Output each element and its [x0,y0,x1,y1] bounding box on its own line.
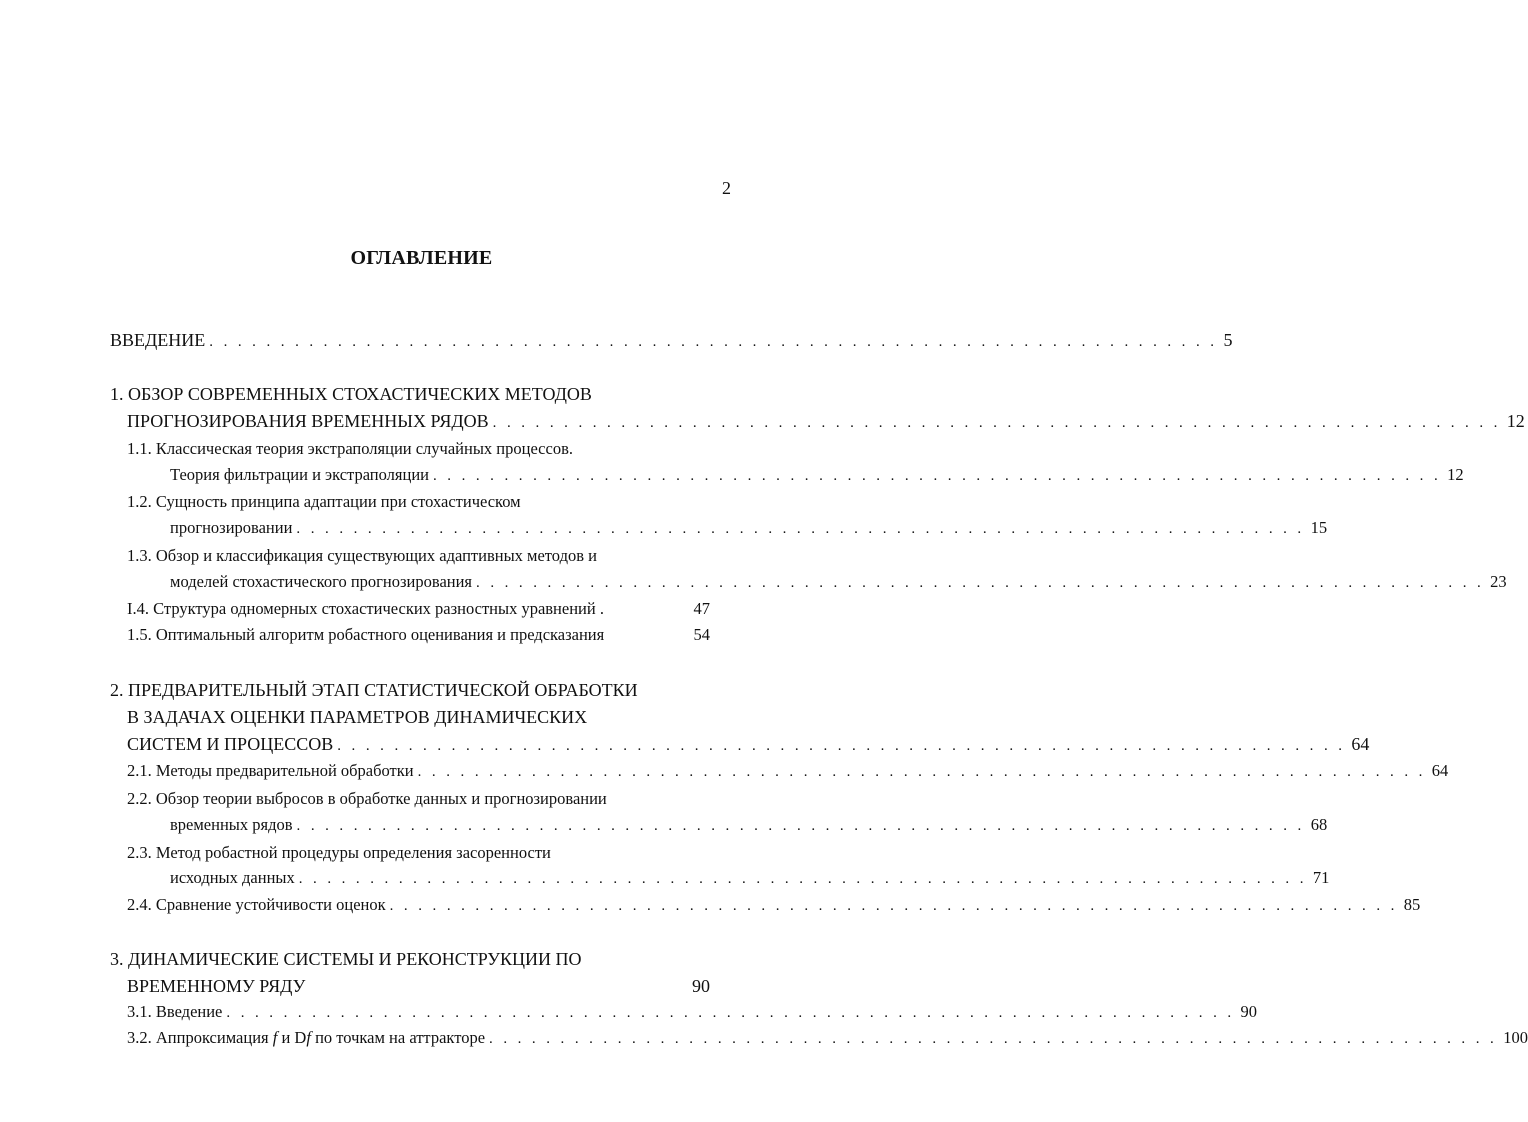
toc-entry-title: ВВЕДЕНИЕ [110,330,206,350]
toc-entry-page: 47 [693,599,710,618]
toc-entry-page: 5 [1223,330,1233,350]
toc-entry-intro[interactable] [110,327,1233,353]
toc-chapter-2[interactable] [127,731,1370,757]
toc-entry-title: 2.4. Сравнение устойчивости оценок [127,895,386,914]
toc-leader-dots: . . . . . . . . . . . . . . . . . . . . . . . . . . . . . . . . . . . . . . . . . . . . . . . . . . . . . . . . . . . . . . . . . . . . . . . [209,334,1218,350]
toc-section-2-3-line-1: 2.3. Метод робастной процедуры определения засоренности [127,843,551,862]
toc-entry-page: 15 [1310,518,1328,537]
toc-entry-page: 23 [1490,572,1507,591]
toc-leader-dots: . . . . . . . . . . . . . . . . . . . . . . . . . . . . . . . . . . . . . . . . . . . . . . . . . . . . . . . . . . . . . . . . . . . . . . . [298,871,1307,887]
toc-entry-title: моделей стохастического прогнозирования [170,572,473,591]
toc-title-part: 3.2. Аппроксимация [127,1028,273,1047]
toc-entry-page: 12 [1506,411,1525,431]
toc-title-part: и D [277,1028,307,1047]
toc-entry-title: исходных данных [170,868,295,887]
toc-section-3-2[interactable] [127,1025,1528,1051]
toc-leader-dots: . . . . . . . . . . . . . . . . . . . . . . . . . . . . . . . . . . . . . . . . . . . . . . . . . . . . . . . . . . . . . . . . . . . . . . . [226,1005,1235,1021]
toc-entry-title: 3.1. Введение [127,1002,223,1021]
toc-entry-page: 90 [1240,1002,1258,1021]
toc-entry-page: 71 [1312,868,1330,887]
toc-entry-page: 68 [1310,815,1328,834]
toc-leader-dots: . . . . . . . . . . . . . . . . . . . . . . . . . . . . . . . . . . . . . . . . . . . . . . . . . . . . . . . . . . . . . . . . . . . . . . . [296,818,1305,834]
toc-leader-dots: . . . . . . . . . . . . . . . . . . . . . . . . . . . . . . . . . . . . . . . . . . . . . . . . . . . . . . . . . . . . . . . . . . . . . . . [432,468,1442,484]
toc-entry-page: 90 [692,976,710,996]
toc-entry-page: 100 [1503,1028,1528,1047]
toc-chapter-3-line-1: 3. ДИНАМИЧЕСКИЕ СИСТЕМЫ И РЕКОНСТРУКЦИИ ПО [110,949,582,969]
toc-section-1-2[interactable] [170,515,1328,541]
toc-section-1-3[interactable] [170,569,1507,595]
toc-section-2-2[interactable] [170,812,1328,838]
toc-section-3-1[interactable] [127,999,1258,1025]
toc-section-1-1[interactable] [170,462,1464,488]
toc-entry-page: 85 [1403,895,1421,914]
toc-chapter-2-line-2: В ЗАДАЧАХ ОЦЕНКИ ПАРАМЕТРОВ ДИНАМИЧЕСКИХ [127,707,588,727]
function-f-symbol: f [272,1028,278,1047]
page-number: 2 [722,178,731,198]
toc-chapter-1-line-1: 1. ОБЗОР СОВРЕМЕННЫХ СТОХАСТИЧЕСКИХ МЕТОДОВ [110,384,592,404]
toc-chapter-1[interactable] [127,408,1525,434]
toc-entry-page: 64 [1431,761,1449,780]
toc-entry-page: 64 [1351,734,1370,754]
toc-section-2-1[interactable] [127,758,1449,784]
toc-entry-title: 2.1. Методы предварительной обработки [127,761,414,780]
toc-entry-title: 1.5. Оптимальный алгоритм робастного оценивания и предсказания [127,625,605,644]
toc-chapter-3[interactable] [127,973,710,999]
toc-section-2-4[interactable] [127,892,1421,918]
toc-section-2-3[interactable] [170,865,1330,891]
toc-entry-title: прогнозировании [170,518,293,537]
toc-entry-title: ПРОГНОЗИРОВАНИЯ ВРЕМЕННЫХ РЯДОВ [127,411,489,431]
toc-entry-page: 12 [1447,465,1464,484]
toc-title-part: по точкам на аттракторе [310,1028,486,1047]
toc-entry-title: временных рядов [170,815,293,834]
toc-entry-title: I.4. Структура одномерных стохастических разностных уравнений . [127,599,604,618]
toc-leader-dots: . . . . . . . . . . . . . . . . . . . . . . . . . . . . . . . . . . . . . . . . . . . . . . . . . . . . . . . . . . . . . . . . . . . . . . . [417,764,1426,780]
toc-section-1-2-line-1: 1.2. Сущность принципа адаптации при стохастическом [127,492,521,511]
toc-section-1-1-line-1: 1.1. Классическая теория экстраполяции случайных процессов. [127,439,573,458]
toc-leader-dots: . . . . . . . . . . . . . . . . . . . . . . . . . . . . . . . . . . . . . . . . . . . . . . . . . . . . . . . . . . . . . . . . . . . . . . . [476,575,1485,591]
toc-entry-page: 54 [693,625,710,644]
toc-entry-title [127,1025,485,1051]
toc-entry-title: Теория фильтрации и экстраполяции [170,465,429,484]
toc-leader-dots: . . . . . . . . . . . . . . . . . . . . . . . . . . . . . . . . . . . . . . . . . . . . . . . . . . . . . . . . . . . . . . . . . . . . . . . [489,1031,1498,1047]
toc-section-2-2-line-1: 2.2. Обзор теории выбросов в обработке данных и прогнозировании [127,789,607,808]
toc-entry-title: СИСТЕМ И ПРОЦЕССОВ [127,734,334,754]
toc-chapter-2-line-1: 2. ПРЕДВАРИТЕЛЬНЫЙ ЭТАП СТАТИСТИЧЕСКОЙ ОБРАБОТКИ [110,680,638,700]
toc-entry-title: ВРЕМЕННОМУ РЯДУ [127,976,306,996]
toc-section-1-5[interactable] [127,622,710,648]
toc-leader-dots: . . . . . . . . . . . . . . . . . . . . . . . . . . . . . . . . . . . . . . . . . . . . . . . . . . . . . . . . . . . . . . . . . . . . . . . [389,898,1398,914]
toc-title: ОГЛАВЛЕНИЕ [350,247,493,269]
toc-leader-dots: . . . . . . . . . . . . . . . . . . . . . . . . . . . . . . . . . . . . . . . . . . . . . . . . . . . . . . . . . . . . . . . . . . . . . . . [337,738,1346,754]
toc-leader-dots: . . . . . . . . . . . . . . . . . . . . . . . . . . . . . . . . . . . . . . . . . . . . . . . . . . . . . . . . . . . . . . . . . . . . . . . [296,521,1305,537]
function-f-symbol: f [306,1028,311,1047]
toc-section-1-4[interactable] [127,596,710,622]
toc-leader-dots: . . . . . . . . . . . . . . . . . . . . . . . . . . . . . . . . . . . . . . . . . . . . . . . . . . . . . . . . . . . . . . . . . . . . . . . [492,415,1501,431]
toc-section-1-3-line-1: 1.3. Обзор и классификация существующих адаптивных методов и [127,546,597,565]
